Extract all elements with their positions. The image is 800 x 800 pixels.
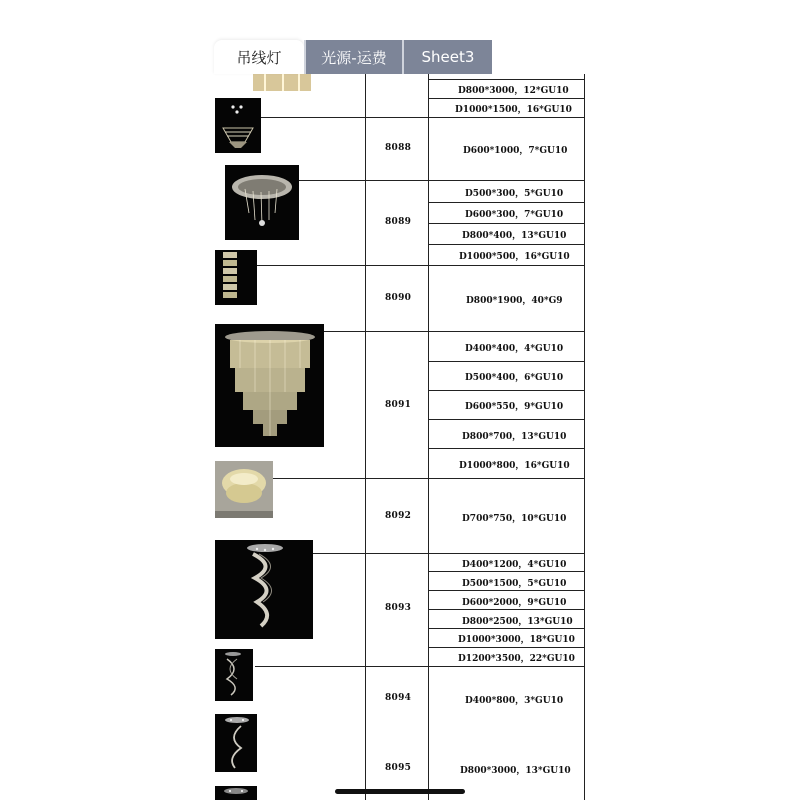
spec-cell[interactable]: D500*1500，5*GU10 [462, 579, 567, 589]
chandelier-photo-icon[interactable] [215, 540, 313, 639]
model-code[interactable]: 8094 [385, 693, 412, 703]
spec-cell[interactable]: D600*1000，7*GU10 [463, 146, 568, 156]
spec-cell[interactable]: D400*400，4*GU10 [465, 344, 564, 354]
spec-divider [428, 202, 585, 203]
spec-cell[interactable]: D800*1900，40*G9 [466, 296, 563, 306]
chandelier-photo-icon[interactable] [215, 786, 257, 800]
spec-cell[interactable]: D800*2500，13*GU10 [462, 617, 573, 627]
model-code[interactable]: 8095 [385, 763, 412, 773]
row-divider [255, 478, 585, 479]
spec-divider [428, 609, 585, 610]
spec-cell[interactable]: D500*300，5*GU10 [465, 189, 564, 199]
spec-cell[interactable]: D500*400，6*GU10 [465, 373, 564, 383]
row-divider [255, 666, 585, 667]
spec-divider [428, 419, 585, 420]
column-divider [428, 74, 429, 800]
tab-sheet3[interactable] [402, 40, 492, 74]
model-code[interactable]: 8093 [385, 603, 412, 613]
spec-divider [428, 361, 585, 362]
tab-label: Sheet3 [421, 48, 475, 66]
tab-sheet-pendant-lights[interactable] [214, 40, 304, 74]
spec-cell[interactable]: D1000*800，16*GU10 [459, 461, 570, 471]
chandelier-photo-icon[interactable] [215, 461, 273, 518]
spec-divider [428, 647, 585, 648]
model-code[interactable]: 8089 [385, 217, 412, 227]
chandelier-photo-icon[interactable] [253, 74, 311, 91]
spec-cell[interactable]: D400*800，3*GU10 [465, 696, 564, 706]
spec-divider [428, 223, 585, 224]
tab-label: 光源-运费 [321, 48, 387, 67]
row-divider [255, 265, 585, 266]
chandelier-photo-icon[interactable] [215, 98, 261, 153]
spec-cell[interactable]: D800*400，13*GU10 [462, 231, 567, 241]
row-divider [255, 117, 585, 118]
row-divider [312, 553, 585, 554]
spec-cell[interactable]: D800*3000，12*GU10 [458, 86, 569, 96]
spec-cell[interactable]: D1200*3500，22*GU10 [458, 654, 575, 664]
spec-divider [428, 590, 585, 591]
spec-cell[interactable]: D1000*1500，16*GU10 [455, 105, 572, 115]
tab-label: 吊线灯 [236, 48, 282, 67]
chandelier-photo-icon[interactable] [215, 649, 253, 701]
spec-divider [428, 98, 585, 99]
spec-divider [428, 79, 585, 80]
model-code[interactable]: 8090 [385, 293, 412, 303]
spec-cell[interactable]: D600*2000，9*GU10 [462, 598, 567, 608]
spec-divider [428, 571, 585, 572]
spec-cell[interactable]: D800*3000，13*GU10 [460, 766, 571, 776]
spec-divider [428, 448, 585, 449]
row-divider [323, 331, 585, 332]
tab-sheet-light-source-shipping[interactable] [304, 40, 402, 74]
chandelier-photo-icon[interactable] [215, 250, 257, 305]
sheet-tab-bar [214, 40, 492, 74]
spec-cell[interactable]: D400*1200，4*GU10 [462, 560, 567, 570]
chandelier-photo-icon[interactable] [215, 324, 324, 447]
spec-cell[interactable]: D600*300，7*GU10 [465, 210, 564, 220]
model-code[interactable]: 8088 [385, 143, 412, 153]
spec-divider [428, 628, 585, 629]
model-code[interactable]: 8092 [385, 511, 412, 521]
spec-cell[interactable]: D1000*500，16*GU10 [459, 252, 570, 262]
column-divider [365, 74, 366, 800]
model-code[interactable]: 8091 [385, 400, 412, 410]
spec-divider [428, 244, 585, 245]
home-indicator[interactable] [335, 789, 465, 794]
column-divider [584, 74, 585, 800]
spec-cell[interactable]: D600*550，9*GU10 [465, 402, 564, 412]
spec-cell[interactable]: D800*700，13*GU10 [462, 432, 567, 442]
row-divider [255, 180, 585, 181]
spec-divider [428, 390, 585, 391]
spec-cell[interactable]: D700*750，10*GU10 [462, 514, 567, 524]
spec-cell[interactable]: D1000*3000，18*GU10 [458, 635, 575, 645]
chandelier-photo-icon[interactable] [225, 165, 299, 240]
chandelier-photo-icon[interactable] [215, 714, 257, 772]
